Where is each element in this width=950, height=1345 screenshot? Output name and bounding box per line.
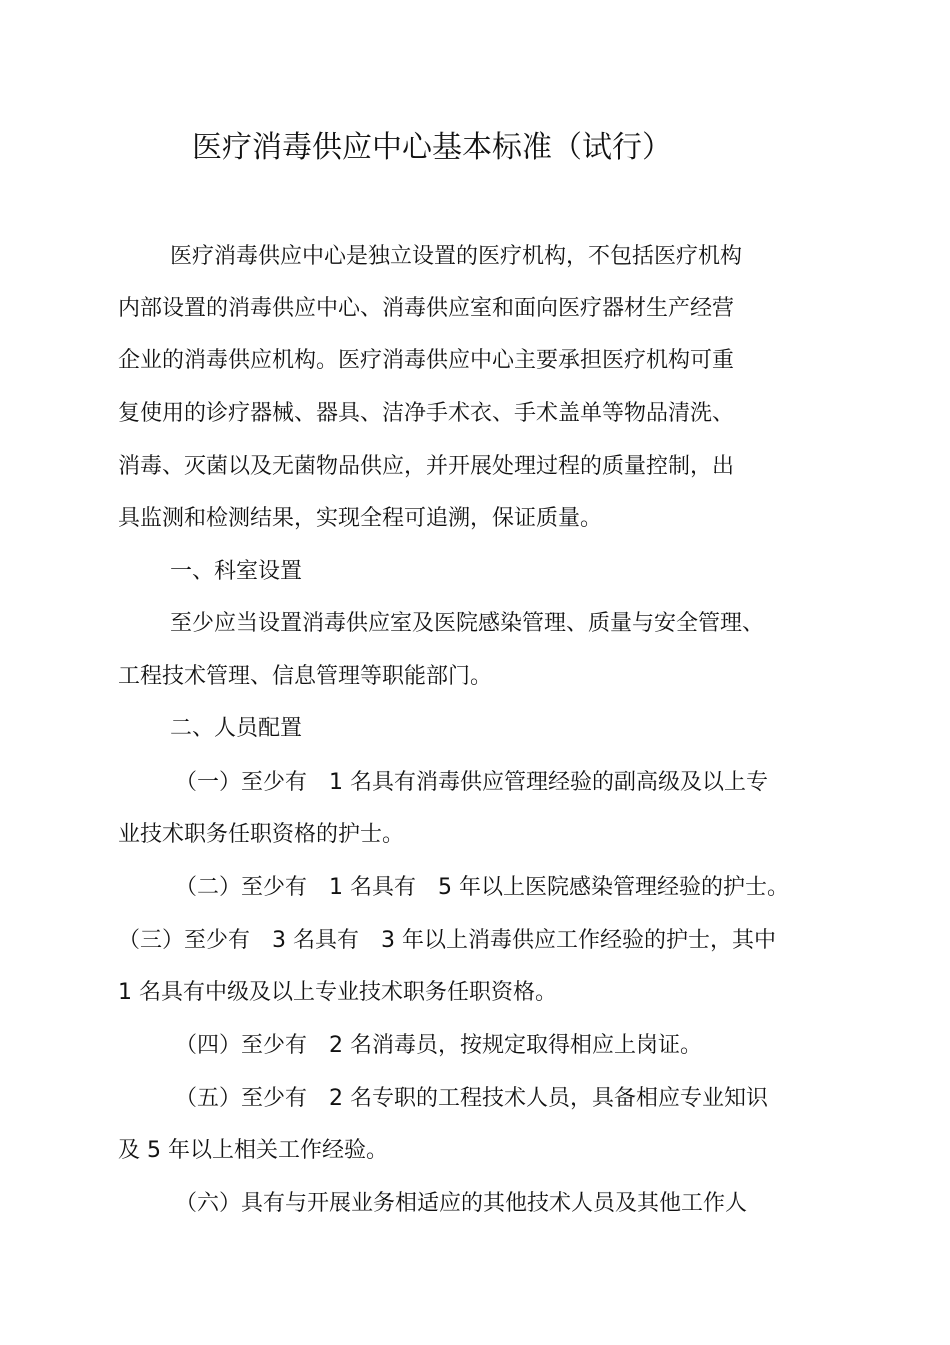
paragraph-line: 具监测和检测结果，实现全程可追溯，保证质量。 <box>118 506 603 531</box>
paragraph-line: （四）至少有 2 名消毒员，按规定取得相应上岗证。 <box>175 1033 702 1058</box>
paragraph-line: 1 名具有中级及以上专业技术职务任职资格。 <box>118 980 557 1005</box>
paragraph-line: 及 5 年以上相关工作经验。 <box>118 1138 388 1163</box>
paragraph-line: （一）至少有 1 名具有消毒供应管理经验的副高级及以上专 <box>175 770 768 795</box>
paragraph-line: 业技术职务任职资格的护士。 <box>118 822 405 847</box>
paragraph-line: 至少应当设置消毒供应室及医院感染管理、质量与安全管理、 <box>170 611 765 636</box>
paragraph-line: （三）至少有 3 名具有 3 年以上消毒供应工作经验的护士，其中 <box>118 928 776 953</box>
paragraph-line: （二）至少有 1 名具有 5 年以上医院感染管理经验的护士。 <box>175 875 789 900</box>
paragraph-line: （五）至少有 2 名专职的工程技术人员，具备相应专业知识 <box>175 1086 768 1111</box>
paragraph-line: 复使用的诊疗器械、器具、洁净手术衣、手术盖单等物品清洗、 <box>118 401 735 426</box>
paragraph-line: 内部设置的消毒供应中心、消毒供应室和面向医疗器材生产经营 <box>118 296 735 321</box>
paragraph-line: 医疗消毒供应中心是独立设置的医疗机构，不包括医疗机构 <box>170 244 743 269</box>
paragraph-line: （六）具有与开展业务相适应的其他技术人员及其他工作人 <box>175 1191 748 1216</box>
section-heading: 二、人员配置 <box>170 716 303 741</box>
document-title: 医疗消毒供应中心基本标准（试行） <box>192 130 672 165</box>
paragraph-line: 企业的消毒供应机构。医疗消毒供应中心主要承担医疗机构可重 <box>118 348 735 373</box>
section-heading: 一、科室设置 <box>170 559 303 584</box>
paragraph-line: 消毒、灭菌以及无菌物品供应，并开展处理过程的质量控制，出 <box>118 454 735 479</box>
paragraph-line: 工程技术管理、信息管理等职能部门。 <box>118 664 493 689</box>
